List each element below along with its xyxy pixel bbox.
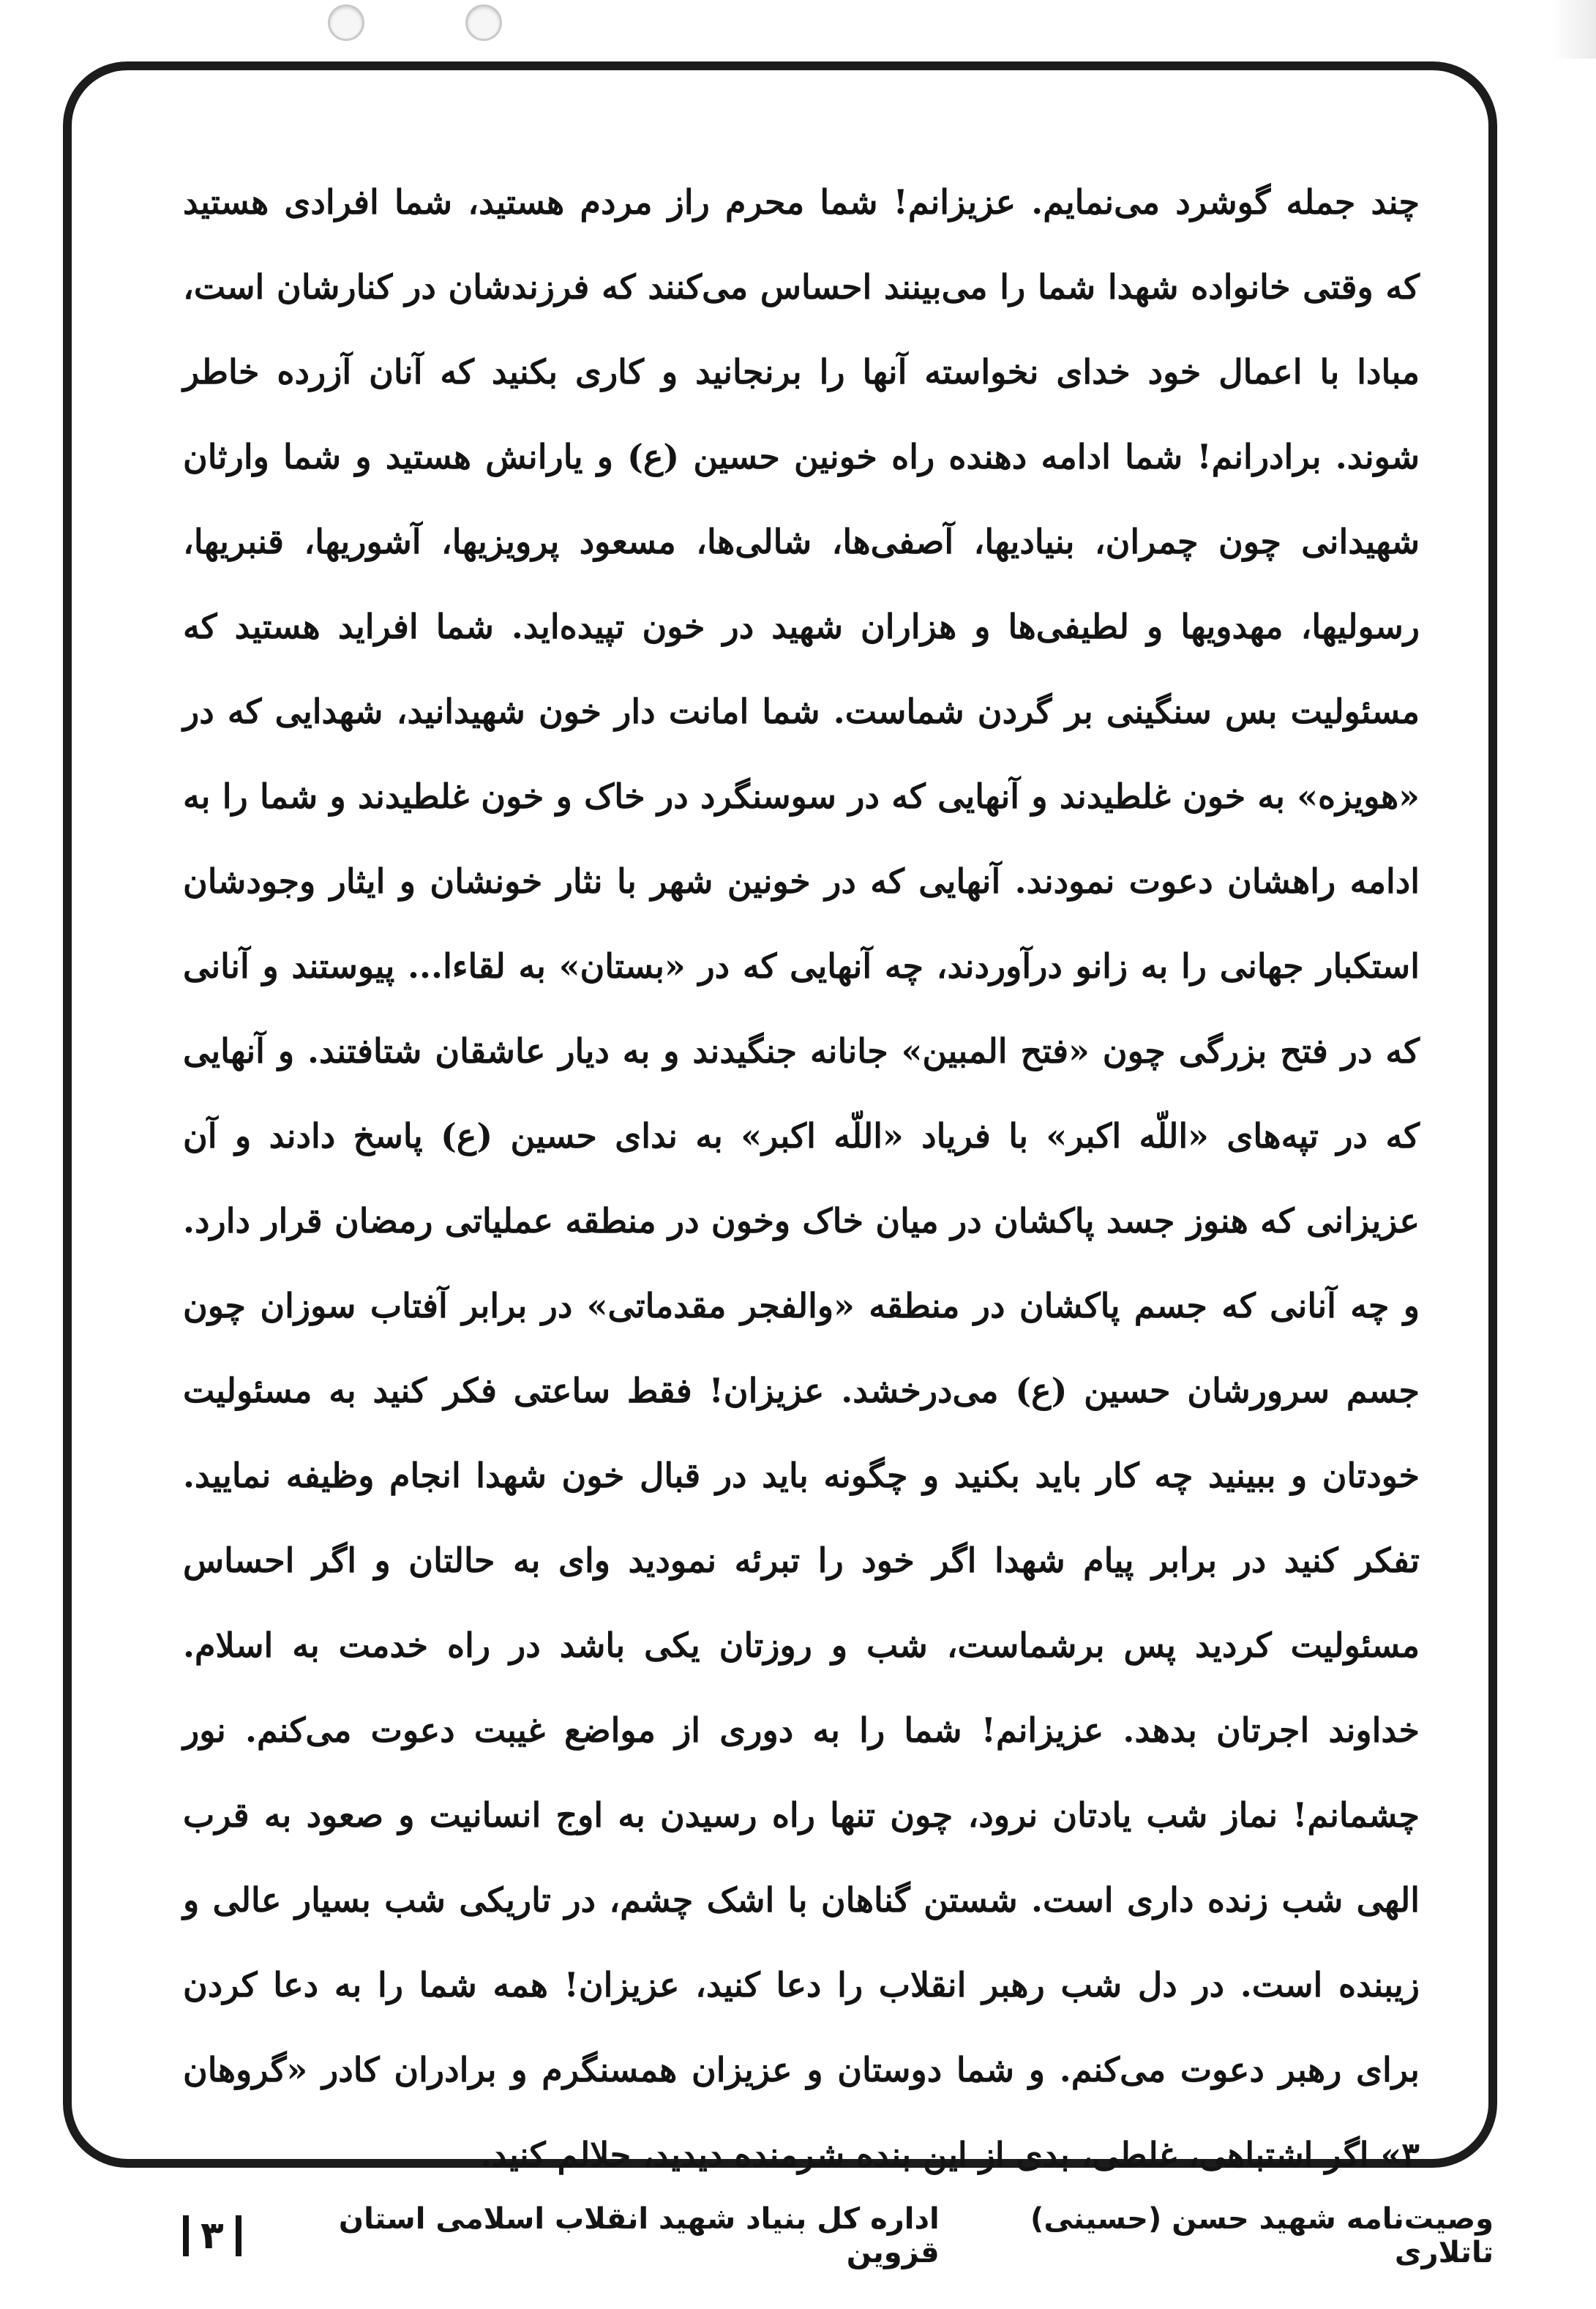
footer-document-title: وصیت‌نامه شهید حسن (حسینی) تاتلاری: [1030, 2202, 1494, 2269]
punch-hole-right: [465, 4, 502, 41]
punch-hole-left: [328, 4, 364, 41]
scan-edge-shadow: [1552, 0, 1596, 59]
will-paragraph: چند جمله گوشرد می‌نمایم. عزیزانم! شما محرم راز مردم هستید، شما افرادی هستید که وقتی خانواده شهدا شما را می‌بینند احساس می‌کنند که فرزندشان در کنارشان است، مبادا با اعمال خود خدای نخواسته آنها را برنجانید و کاری بکنید که آنان آزرده خاطر شوند. برادرانم! شما ادامه دهنده راه خونین حسین (ع) و یارانش هستید و شما وارثان شهیدانی چون چمران، بنیادیها، آصفی‌ها، شالی‌ها، مسعود پرویزیها، آشوریها، قنبریها، رسولیها، مهدویها و لطیفی‌ها و هزاران شهید در خون تپیده‌اید. شما افراید هستید که مسئولیت بس سنگینی بر گردن شماست. شما امانت دار خون شهیدانید، شهدایی که در «هویزه» به خون غلطیدند و آنهایی که در سوسنگرد در خاک و خون غلطیدند و شما را به ادامه راهشان دعوت نمودند. آنهایی که در خونین شهر با نثار خونشان و ایثار وجودشان استکبار جهانی را به زانو درآوردند، چه آنهایی که در «بستان» به لقاءا... پیوستند و آنانی که در فتح بزرگی چون «فتح المبین» جانانه جنگیدند و به دیار عاشقان شتافتند. و آنهایی که در تپه‌های «اللّه اکبر» با فریاد «اللّه اکبر» به ندای حسین (ع) پاسخ دادند و آن عزیزانی که هنوز جسد پاکشان در میان خاک وخون در منطقه عملیاتی رمضان قرار دارد. و چه آنانی که جسم پاکشان در منطقه «والفجر مقدماتی» در برابر آفتاب سوزان چون جسم سرورشان حسین (ع) می‌درخشد. عزیزان! فقط ساعتی فکر کنید به مسئولیت خودتان و ببینید چه کار باید بکنید و چگونه باید در قبال خون شهدا انجام وظیفه نمایید. تفکر کنید در برابر پیام شهدا اگر خود را تبرئه نمودید وای به حالتان و اگر احساس مسئولیت کردید پس برشماست، شب و روزتان یکی باشد در راه خدمت به اسلام. خداوند اجرتان بدهد. عزیزانم! شما را به دوری از مواضع غیبت دعوت می‌کنم. نور چشمانم! نماز شب یادتان نرود، چون تنها راه رسیدن به اوج انسانیت و صعود به قرب الهی شب زنده داری است. شستن گناهان با اشک چشم، در تاریکی شب بسیار عالی و زیبنده است. در دل شب رهبر انقلاب را دعا کنید، عزیزان! همه شما را به دعا کردن برای رهبر دعوت می‌کنم. و شما دوستان و عزیزان همسنگرم و برادران کادر «گروهان ۳» اگر اشتباهی، غلطی، بدی از این بنده شرمنده دیدید، حلالم کنید.: [183, 182, 1420, 2174]
page-footer: [183, 2202, 1494, 2269]
footer-publisher: اداره کل بنیاد شهید انقلاب اسلامی استان قزوین: [338, 2202, 940, 2269]
will-body-text: [183, 160, 1420, 2197]
footer-publisher-block: [183, 2202, 940, 2269]
page-number: ۳: [183, 2215, 241, 2256]
